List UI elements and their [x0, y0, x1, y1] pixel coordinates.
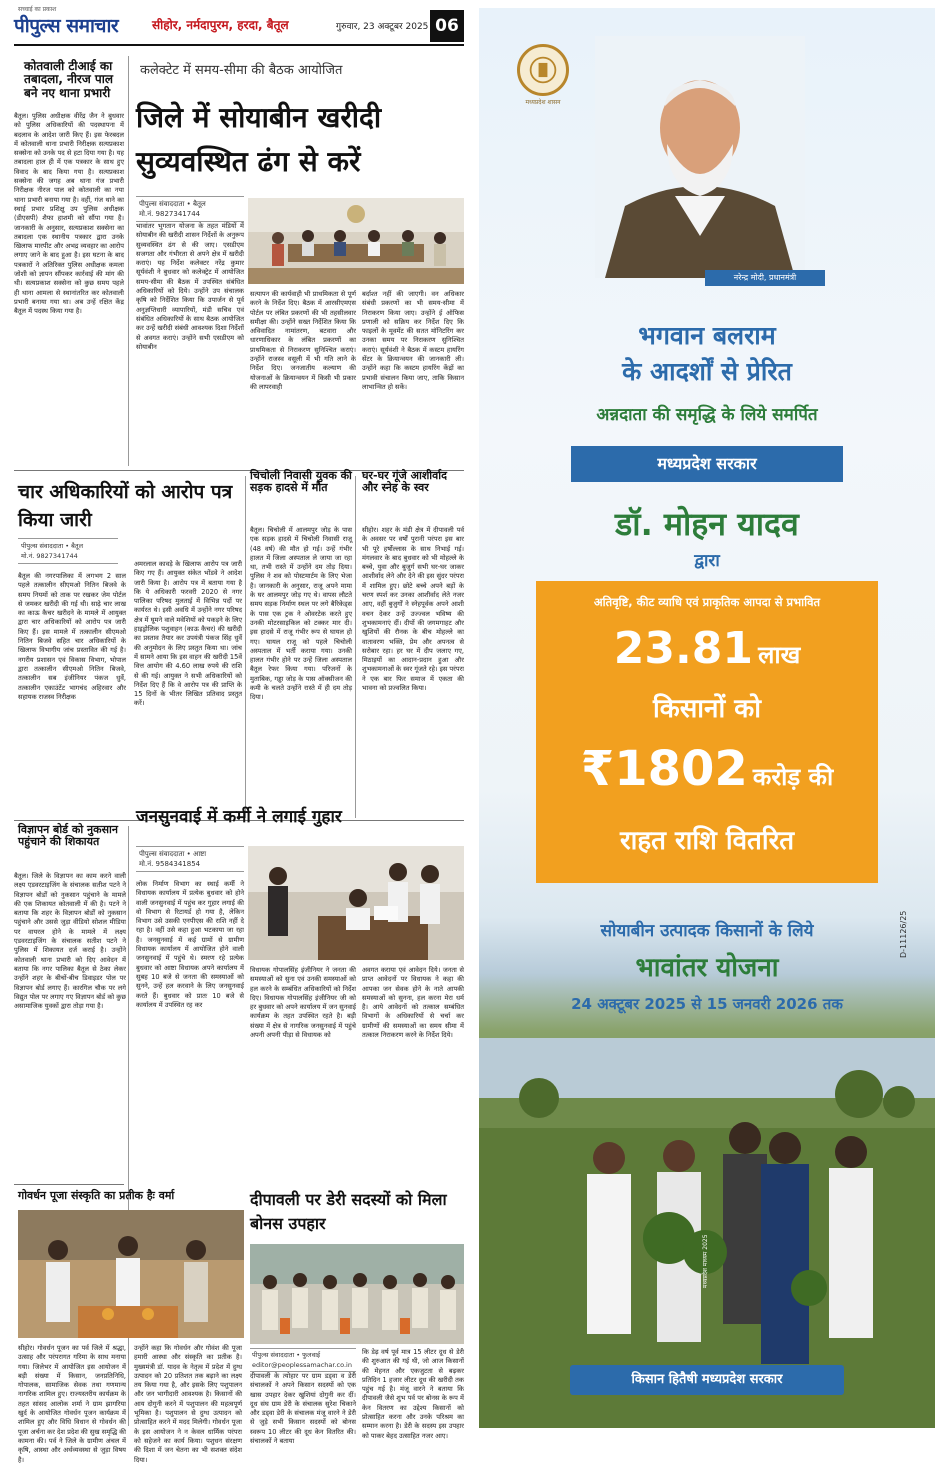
story-tabadla-headline: कोतवाली टीआई का तबादला, नीरज पाल बने नए थाना प्रभारी: [24, 59, 113, 100]
masthead-tagline: सच्चाई का प्रकाश: [18, 6, 57, 13]
story-dairy-col1: दीपावली के त्योहार पर ग्राम डड्वा व डेरी संचालकों ने अपने किसान सदस्यों को एक खास उपहार देकर खुशियां दोगुनी कर दीं। दूध संघ ग्राम डेरी के संचालक सुरेश चिकाने और डड्वा डेरी के संचालक मंजू वारने ने डेरी से जुड़े सभी किसान सदस्यों को बोनस स्वरूप 10 लीटर की दूध केन वितरित की। संचालकों ने बताया: [250, 1372, 356, 1446]
relief-box: [536, 581, 878, 883]
ad-line2: के आदर्शों से प्रेरित: [622, 357, 792, 386]
farmers-number: 23.81: [613, 623, 753, 674]
ad-leader-name: डॉ. मोहन यादव: [615, 505, 799, 543]
scheme-name: भावांतर योजना: [635, 953, 779, 983]
photo-credit: मध्यप्रदेश माध्यम 2025: [702, 1234, 709, 1288]
ad-line3: अन्नदाता की समृद्धि के लिये समर्पित: [596, 405, 818, 425]
pm-portrait: [595, 36, 805, 278]
story-soybean-kicker: कलेक्टेट में समय-सीमा की बैठक आयोजित: [140, 63, 343, 78]
byline-email: editor@peoplessamachar.co.in: [252, 1361, 352, 1369]
section-rule: [14, 1184, 124, 1185]
story-board-headline: विज्ञापन बोर्ड को नुकसान पहुंचाने की शिकायत: [18, 823, 118, 849]
story-govardhan-col2: उन्होंने कहा कि गोवर्धन और गोवंश की पूजा हमारी आस्था और संस्कृति का प्रतीक है। मुख्यमंत्री डॉ. यादव के नेतृत्व में प्रदेश में दुग्ध उत्पादन को 20 प्रतिशत तक बढ़ाने का लक्ष्य तय किया गया है, और इसके लिए पशुपालन और जन भागीदारी आवश्यक है। किसानों की आय दोगुनी करने में पशुपालन की महत्वपूर्ण भूमिका है। पशुपालन से दुग्ध उत्पादन को प्रोत्साहित करने में मदद मिलेगी। गोवर्धन पूजा के इस आयोजन ने न केवल धार्मिक परंपरा को सहेजने का कार्य किया। पशुधन संरक्षण की दिशा में जन चेतना का भी सशक्त संदेश दिया।: [134, 1344, 242, 1464]
issue-date: गुरुवार, 23 अक्टूबर 2025: [336, 22, 429, 32]
story-jansunwai-col2: विधायक गोपालसिंह इंजीनियर ने जनता की समस्याओं को सुना एवं उनकी समस्याओं को हल करने के सम्बंधित अधिकारियों को निर्देश दिए। विधायक गोपालसिंह इंजीनियर जी को हर बुधवार को अपने कार्यालय में जन सुनवाई कार्यक्रम के तहत उपस्थित रहते है। बड़ी संख्या में क्षेत्र से नागरिक जनसुनवाई में पहुंचे अपनी अपनी पीड़ा से विधायक को: [250, 966, 356, 1040]
story-govardhan-col1: सीहोर। गोवर्धन पूजन का पर्व जिले में श्रद्धा, उत्साह और परंपरागत गरिमा के साथ मनाया गया। जिलेभर में आयोजित इस आयोजन में बड़ी संख्या में किसान, जनप्रतिनिधि, गोपालक, सामाजिक सेवक तथा गणमान्य नागरिक शामिल हुए। राज्यस्तरीय कार्यक्रम के तहत सांसद आलोक शर्मा ने ग्राम झागरिया खुर्द के आयोजित गोवर्धन पूजन कार्यक्रम में शामिल हुए और विधि विधान से गोवर्धन की पूजा अर्चना कर देश प्रदेश की सुख समृद्धि की कामना की। पर्व ने जिले के ग्रामीण अंचल में कृषि, आस्था और अर्थव्यवस्था से जुड़ा विषय है।: [18, 1344, 126, 1464]
byline-mobile: मो.नं. 9827341744: [139, 210, 201, 218]
byline-reporter: पीपुल्स संवाददाता • फुलवाई: [252, 1351, 321, 1359]
farmers-label: किसानों को: [653, 694, 761, 724]
story-soybean-headline: जिले में सोयाबीन खरीदी सुव्यवस्थित ढंग से करें: [136, 101, 382, 178]
story-board-body: बैतूल। जिले के विज्ञापन का काम करने वाली लक्ष्य एडवरटाइजिंग के संचालक सतीश पटने ने विज्ञापन बोर्डों को नुकसान पहुंचाने के मामले की एक शिकायत कोतवाली में की है। पटने ने बताया कि शहर के विज्ञापन बोर्डों को नुकसान पहुंचाने और उससे जुड़ा वीडियो सोशल मीडिया पर वायरल होने के मामले में लक्ष्य एडवरटाइजिंग के संचालक सतीश पटने ने पुलिस में शिकायत दर्ज कराई है। उन्होंने कोतवाली थाना प्रभारी को दिए आवेदन में बताया कि नगर पालिका बैतूल से ठेका लेकर उन्होंने शहर के बीचों-बीच डिवाइडर पोल पर विज्ञापन बोर्ड लगाए हैं। कारगिल चौक पर लगे विद्युत पोल पर लगाए गए विज्ञापन बोर्ड को कुछ असामाजिक युवकों द्वारा तोड़ा गया है।: [14, 872, 126, 1011]
relief-amount: [536, 741, 878, 797]
story-aarop-byline: [18, 538, 118, 564]
story-aarop-col2: अमरलाल कावड़े के खिलाफ आरोप पत्र जारी किए गए हैं। आयुक्त संकेत भोंडवे ने आदेश जारी किया है। आरोप पत्र में बताया गया है कि ये अधिकारी फरवरी 2020 से नगर पालिका परिषद मुलताई में विभिन्न पदों पर कार्यरत थे। इसी अवधि में उन्होंने नगर परिषद क्षेत्र में घूमने वाले मवेशियों को पकड़ने के लिए हाइड्रोलिक पशुवाहन (काऊ कैचर) की खरीदी का प्रस्ताव तैयार कर उपयंत्री पंकज सिंह धुर्वे की अनुमोदन के लिए प्रस्तुत किया था। जांच में सामने आया कि इस वाहन की खरीदी 15वें वित्त आयोग की 4.60 लाख रुपये की राशि से की गई। आयुक्त ने सभी अधिकारियों को निर्देश दिए हैं कि वे आरोप पत्र की प्राप्ति के 15 दिनों के भीतर लिखित प्रतिवाद प्रस्तुत करें।: [134, 560, 242, 708]
story-ashirwad-headline: घर-घर गूंजे आशीर्वाद और स्नेह के स्वर: [362, 469, 447, 495]
story-soybean-col1: भावांतर भुगतान योजना के तहत मंडियों में सोयाबीन की खरीदी शासन निर्देशों के अनुरूप सुव्यवस्थित ढंग से की जाए। एसडीएम सजगता और गंभीरता से अपने क्षेत्र में खरीदी कराएं। यह निर्देश कलेक्टर नरेंद्र कुमार सूर्यवंशी ने बुधवार को कलेक्ट्रेट में आयोजित समय-सीमा की बैठक में उपस्थित संबंधित अधिकारियों को दिये। उन्होंने उप संचालक कृषि को निर्देशित किया कि उपार्जन से पूर्व अनुज्ञप्तिधारी व्यापारियों, मंडी सचिव एवं संबंधित अधिकारियों के साथ बैठक आयोजित कर उन्हें खरीदी संबंधी आवश्यक दिशा निर्देशों से अवगत कराएं। उन्होंने सभी एसडीएम को सोयाबीन: [136, 222, 244, 351]
amount-unit: करोड़ की: [752, 763, 834, 791]
farmers-unit: लाख: [758, 641, 801, 669]
ad-by: द्वारा: [694, 551, 720, 571]
amount-number: ₹1802: [580, 741, 748, 797]
byline-mobile: मो.नं. 9584341854: [139, 860, 201, 868]
relief-affected: अतिवृष्टि, कीट व्याधि एवं प्राकृतिक आपदा से प्रभावित: [593, 595, 821, 609]
story-jansunwai-byline: [136, 846, 244, 872]
story-soybean-byline: [136, 196, 244, 222]
story-dairy-col2: कि डेढ़ वर्ष पूर्व मात्र 15 लीटर दूध से डेरी की शुरुआत की गई थी, जो आज किसानों की मेहनत और एकजुटता से बढ़कर प्रतिदिन 1 हजार लीटर दूध की खरीदी तक पहुंच गई है। मंजू वारने ने बताया कि दीपावली जैसे शुभ पर्व पर बोनस के रूप में केन वितरण का उद्देश्य किसानों को प्रोत्साहित करना और उनके परिश्रम का सम्मान करना है। डेरी के सदस्य इस उपहार को पाकर बेहद उत्साहित नजर आए।: [362, 1348, 464, 1440]
mp-emblem: [517, 44, 569, 96]
byline-reporter: पीपुल्स संवाददाता • आष्टा: [139, 850, 207, 858]
story-aarop-headline: चार अधिकारियों को आरोप पत्र किया जारी: [18, 481, 233, 531]
story-govardhan-headline: गोवर्धन पूजा संस्कृति का प्रतीक हैः वर्मा: [18, 1189, 175, 1202]
portrait-caption: नरेन्द्र मोदी, प्रधानमंत्री: [705, 270, 825, 286]
ad-govt-band: मध्यप्रदेश सरकार: [571, 446, 843, 482]
story-jansunwai-col3: अवगत कराया एवं आवेदन दिये। जनता से प्राप्त आवेदनों पर विधायक ने कहा की आपका जन सेवक होने के नाते आपकी समस्याओं को सुनना, हल करना मेरा धर्म है। आये आवेदनों को तत्काल सम्बंधित विभागों के अधिकारियों से चर्चा कर ग्रामीणों की समस्याओं का समय सीमा में तत्काल निराकरण करने के निर्देश दिये।: [362, 966, 464, 1040]
dairy-photo: [250, 1244, 464, 1344]
relief-distributed: राहत राशि वितरित: [619, 826, 795, 856]
column-rule: [128, 56, 129, 466]
story-dairy-headline: दीपावली पर डेरी सदस्यों को मिला बोनस उपहार: [250, 1190, 447, 1233]
ad-code: D-11126/25: [899, 910, 908, 958]
story-soybean-col2: सत्यापन की कार्यवाही भी प्राथमिकता से पूर्ण करने के निर्देश दिए। बैठक में आरसीएमएस पोर्टल पर लंबित प्रकरणों की भी तहसीलवार समीक्षा की। उन्होंने सख्त निर्देशित किया कि अविवादित नामांतरण, बटवारा और धारणाधिकार के लंबित प्रकरणों का प्राथमिकता से निराकरण सुनिश्चित कराएं। उन्होंने राजस्व वसूली में भी गति लाने के निर्देश दिए। जनजातीय कल्याण की योजनाओं के क्रियान्वयन में किसी भी प्रकार की लापरवाही: [250, 290, 356, 391]
byline-reporter: पीपुल्स संवाददाता • बैतूल: [139, 200, 206, 208]
meeting-photo: [248, 198, 464, 284]
ad-footer-band: किसान हितैषी मध्यप्रदेश सरकार: [570, 1365, 844, 1395]
story-jansunwai-col1: लोक निर्माण विभाग का स्थाई कर्मी ने विधायक कार्यालय में प्रत्येक बुधवार को होने वाली जनसुनवाई में पहुंच कर गुहार लगाई की वो विभाग से रिटायर्ड हो गया है, लेकिन विभाग उसे उसकी एनपीएस की राशि नहीं दे रहा है। वहीं उसे कहा हुआ भटकाया जा रहा है। जनसुनवाई में कई ग्रामों से ग्रामीण विधायक कार्यालय में आयोजित होने वाली जनसुनवाई में पहुंचे थे। स्मरण रहे प्रत्येक बुधवार को आष्टा विधायक अपने कार्यालय में सुबह 10 बजे से जनता की समस्याओं को सुनने, उन्हें हल करवाने के लिए जनसुनवाई करते हैं। बुधवार को प्रातः 10 बजे से कार्यालय में उपस्थित रह कर: [136, 880, 244, 1009]
column-rule: [245, 476, 246, 818]
ad-line1: भगवान बलराम: [638, 321, 776, 350]
govardhan-photo: [18, 1210, 244, 1338]
farmers-count: [536, 623, 878, 674]
story-ashirwad-body: सीहोर। शहर के मंडी क्षेत्र में दीपावली पर्व के अवसर पर वर्षों पुरानी परंपरा इस बार भी पूरे हर्षोल्लास के साथ निभाई गई। मंगलवार के बाद बुधवार को भी मोहल्ले के बच्चे, युवा और बुजुर्ग सभी घर-घर जाकर आशीर्वाद लेने और देने की इस सुंदर परंपरा में शामिल हुए। छोटे बच्चे अपने बड़ों के चरण स्पर्श कर उनका आशीर्वाद लेते नजर आए, वहीं बुजुर्गों ने स्नेहपूर्वक अपने आशी वचन देकर उन्हें उज्ज्वल भविष्य की शुभकामनाएं दीं। दीपों की जगमगाहट और खुशियों की रौनक के बीच मोहल्ले का वातावरण भक्ति, प्रेम और अपनत्व से सरोबार रहा। हर घर में दीप जलाए गए, मिठाइयों का आदान-प्रदान हुआ और शुभकामनाओं के स्वर गूंजते रहे। इस परंपरा ने एक बार फिर समाज में एकता की भावना को प्रज्वलित किया।: [362, 526, 464, 693]
scheme-intro: सोयाबीन उत्पादक किसानों के लिये: [600, 921, 814, 941]
byline-mobile: मो.नं. 9827341744: [21, 552, 78, 560]
newspaper-logo: पीपुल्स समाचार: [14, 15, 119, 37]
emblem-label: मध्यप्रदेश शासन: [525, 99, 561, 106]
scheme-dates: 24 अक्टूबर 2025 से 15 जनवरी 2026 तक: [571, 995, 843, 1013]
masthead: [14, 8, 464, 46]
column-rule: [355, 476, 356, 818]
story-accident-headline: चिचोली निवासी युवक की सड़क हादसे में मौत: [250, 469, 352, 495]
byline-reporter: पीपुल्स संवाददाता • बैतूल: [21, 542, 83, 550]
story-soybean-col3: बर्दाश्त नहीं की जाएगी। वन अधिकार संबंधी प्रकरणों का भी समय-सीमा में निराकरण किया जाए। उन्होंने ई ऑफिस प्रणाली को सक्रिय कर निर्देश दिए कि फाइलों के मूवमेंट की सतत मॉनिटरिंग कर उनका समय पर निराकरण सुनिश्चित कराएं। सूर्यवंशी ने बैठक में कस्टम हायरिंग सेंटर के क्रियान्वयन की जानकारी ली। उन्होंने कहा कि कस्टम हायरिंग केंद्रों का प्रभावी संचालन किया जाए, ताकि किसान लाभान्वित हो सकें।: [362, 290, 464, 391]
edition-region: सीहोर, नर्मदापुरम, हरदा, बैतूल: [152, 18, 289, 32]
story-tabadla-body: बैतूल। पुलिस अधीक्षक वीरेंद्र जैन ने बुधवार को पुलिस अधिकारियों की पदस्थापना में बदलाव के आदेश जारी किए हैं। इस फेरबदल में कोतवाली थाना प्रभारी निरीक्षक सत्यप्रकाश सक्सेना को उनके पद से हटा दिया गया है। यह तबादला हाल ही में एक पत्रकार के साथ हुए विवाद के बाद किया गया है। सत्यप्रकाश सक्सेना की जगह अब थाना गंज प्रभारी निरीक्षक नीरज पाल को कोतवाली का नया थाना प्रभारी बनाया गया है। वहीं, गंज थाने का स्थाई प्रभार प्रशिक्षु उप पुलिस अधीक्षक (डीएसपी) शैफा हाशमी को सौंपा गया है। जानकारी के अनुसार, सत्यप्रकाश सक्सेना का तबादला एक स्थानीय पत्रकार द्वारा उनके खिलाफ मारपीट और अभद्र व्यवहार का आरोप लगाए जाने के बाद हुआ है। इस घटना के बाद पत्रकारों ने अतिरिक्त पुलिस अधीक्षक कमला जोशी को ज्ञापन सौंपकर कार्रवाई की मांग की थी। सत्यप्रकाश सक्सेना को कुछ समय पहले ही थाना आमला से स्थानांतरित कर कोतवाली प्रभारी बनाया गया था। अब उन्हें रक्षित केंद्र बैतूल में पदस्थ किया गया है।: [14, 112, 124, 316]
page-number: 06: [430, 10, 464, 42]
story-aarop-col1: बैतूल की नगरपालिका में लगभग 2 साल पहले तत्कालीन सीएमओ नितिन बिजवे के समय नियमों को ताक पर रखकर जेम पोर्टल से जमकर खरीदी की गई थी। साढ़े चार लाख का काऊ कैचर खरीदने के मामले में आयुक्त द्वारा चार अधिकारियों को आरोप पत्र जारी किए हैं। इस मामले में तत्कालीन सीएमओ नितिन बिजवे सहित चार अधिकारियों के खिलाफ विभागीय जांच प्रस्तावित की गई है। नगरीय प्रशासन एवं विकास विभाग, भोपाल द्वारा तत्कालीन सीएमओ नितिन बिजवे, तत्कालीन सब इंजीनियर पंकज धुर्वे, तत्कालीन एकाउंटेंट भागचंद अहिरवार और सहायक राजस्व निरीक्षक: [18, 572, 126, 701]
government-advertisement: [479, 8, 935, 1428]
story-jansunwai-headline: जनसुनवाई में कर्मी ने लगाई गुहार: [136, 807, 342, 827]
jansunwai-photo: [248, 846, 464, 960]
story-dairy-byline: [250, 1348, 356, 1372]
story-accident-body: बैतूल। चिचोली में आलमपुर जोड़ के पास एक सड़क हादसे में चिचोली निवासी राजू (48 वर्ष) की मौत हो गई। उन्हें गंभीर हालत में जिला अस्पताल ले जाया जा रहा था, तभी रास्ते में उन्होंने दम तोड़ दिया। पुलिस ने शव को पोस्टमार्टम के लिए भेजा है। जानकारी के अनुसार, राजू अपने मामा के घर आलमपुर जोड़ गए थे। वापस लौटते समय सड़क निर्माण स्थल पर लगे बैरिकेड्स के पास एक ट्रक ने ओवरटेक करते हुए उनकी मोटरसाइकिल को टक्कर मार दी। इस हादसे में राजू गंभीर रूप से घायल हो गए। घायल राजू को पहले चिचोली अस्पताल में भर्ती कराया गया। उनकी हालत गंभीर होने पर उन्हें जिला अस्पताल बैतूल रेफर किया गया। परिजनों के मुताबिक, गड्ढा जोड़ के पास ऑक्सीजन की कमी के चलते उन्होंने रास्ते में ही दम तोड़ दिया।: [250, 526, 352, 702]
